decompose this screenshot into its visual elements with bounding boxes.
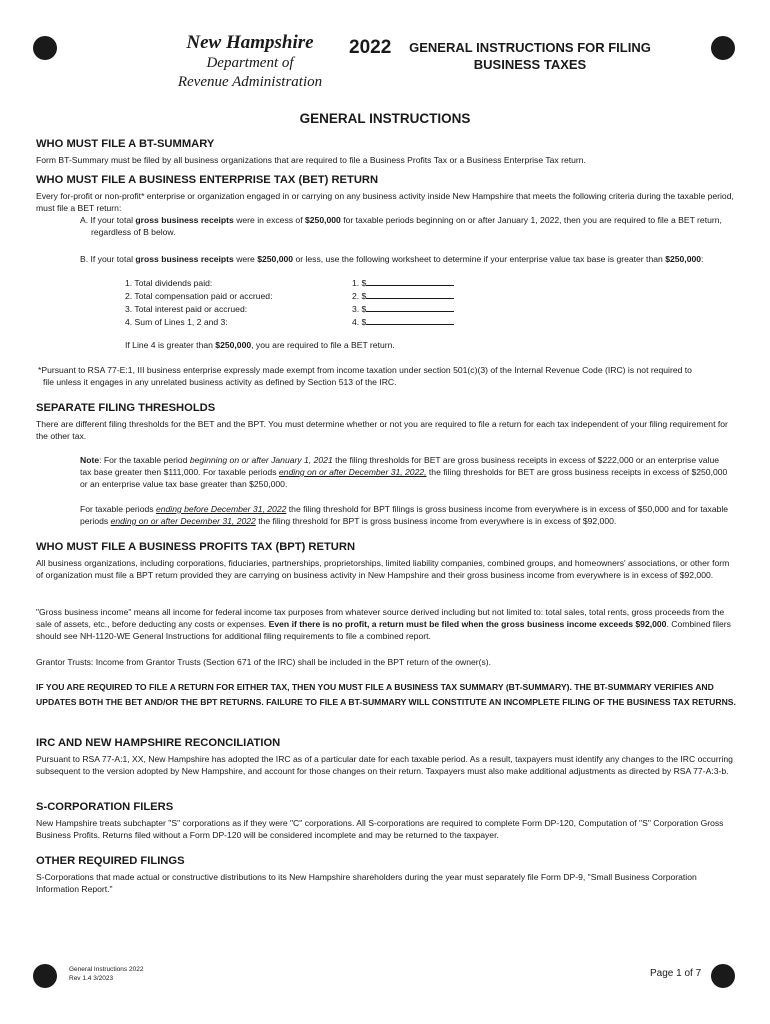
- bpt-text-1: All business organizations, including corporations, fiduciaries, partnerships, proprietorships, limited liability companies, combined groups, and homeowners' associations, or other form of organization must file a BPT return provided they are carrying on business activity in New Hampshire and their gross business income from everywhere is in excess of $92,000.: [36, 558, 730, 580]
- bt-summary-heading: WHO MUST FILE A BT-SUMMARY: [36, 138, 215, 150]
- worksheet-line-2: 2. $: [352, 290, 454, 302]
- worksheet-row-3: 3. Total interest paid or accrued:: [125, 304, 248, 314]
- footer-doc-info: [69, 965, 143, 983]
- footer-revision: Rev 1.4 3/2023: [69, 975, 114, 982]
- bet-footnote: *Pursuant to RSA 77-E:1, III business enterprise expressly made exempt from income taxation under section 501(c)(3) of the Internal Revenue Code (IRC) is not required to file unless it engages in any unrelated business activity as defined by Section 513 of the IRC.: [38, 365, 692, 387]
- bet-criterion-b: B. If your total gross business receipts were $250,000 or less, use the following worksheet to determine if your enterprise value tax base is greater than $250,000:: [80, 254, 704, 264]
- agency-state: New Hampshire: [186, 32, 314, 53]
- document-title-line2: BUSINESS TAXES: [473, 57, 587, 72]
- other-text: S-Corporations that made actual or constructive distributions to its New Hampshire shareholders during the year must separately file Form DP-9, "Small Business Corporation Information Report.": [36, 872, 697, 894]
- footer-doc-name: General Instructions 2022: [69, 966, 144, 973]
- worksheet-blank-2[interactable]: [366, 290, 454, 299]
- scorp-text: New Hampshire treats subchapter "S" corporations as if they were "C" corporations. All S-corporations are required to complete Form DP-120, Computation of "S" Corporation Gross Business Profits. Returns filed without a Form DP-120 will be considered incomplete and may be returned to the taxpayer.: [36, 818, 724, 840]
- tax-year: 2022: [349, 37, 392, 58]
- bpt-grantor-trusts: Grantor Trusts: Income from Grantor Trusts (Section 671 of the IRC) shall be included in the BPT return of the owner(s).: [36, 657, 492, 667]
- worksheet-row-4: 4. Sum of Lines 1, 2 and 3:: [125, 317, 228, 327]
- other-heading: OTHER REQUIRED FILINGS: [36, 855, 185, 867]
- worksheet-blank-1[interactable]: [366, 277, 454, 286]
- thresholds-note: Note: For the taxable period beginning on or after January 1, 2021 the filing thresholds for BET are gross business receipts in excess of $222,000 or an enterprise value tax base greater then $111,000. For taxable periods ending on or after December 31, 2022, the filing thresholds for BET are gross business receipts in excess of $250,000 or an enterprise value tax base greater than $250,000.: [80, 455, 728, 489]
- bpt-heading: WHO MUST FILE A BUSINESS PROFITS TAX (BPT) RETURN: [36, 541, 356, 553]
- bpt-text-2: "Gross business income" means all income for federal income tax purposes from whatever source derived including but not limited to: total sales, total rents, gross proceeds from the sale of assets, etc., before deducting any costs or expenses. Even if there is no profit, a return must be filed when the gross business income exceeds $92,000. Combined filers should see NH-1120-WE General Instructions for additional filing requirements to file a combined report.: [36, 607, 731, 641]
- worksheet-line-1: 1. $: [352, 277, 454, 289]
- corner-dot-bottom-left: [33, 964, 57, 988]
- agency-block: [160, 32, 340, 92]
- bet-criterion-a: A. If your total gross business receipts were in excess of $250,000 for taxable periods beginning on or after January 1, 2022, then you are required to file a BET return, regardless of B below.: [80, 215, 722, 237]
- worksheet-blank-4[interactable]: [366, 316, 454, 325]
- worksheet-row-2: 2. Total compensation paid or accrued:: [125, 291, 273, 301]
- bet-intro: Every for-profit or non-profit* enterprise or organization engaged in or carrying on any business activity inside New Hampshire that meets the following criteria during the taxable period, must file a BET return:: [36, 191, 734, 213]
- page-title: GENERAL INSTRUCTIONS: [299, 111, 471, 126]
- bt-summary-warning: IF YOU ARE REQUIRED TO FILE A RETURN FOR EITHER TAX, THEN YOU MUST FILE A BUSINESS TAX SUMMARY (BT-SUMMARY). THE BT-SUMMARY VERIFIES AND UPDATES BOTH THE BET AND/OR THE BPT RETURNS. FAILURE TO FILE A BT-SUMMARY WILL CONSTITUTE AN INCOMPLETE FILING OF THE BUSINESS TAX RETURNS.: [36, 682, 736, 707]
- worksheet-line-3: 3. $: [352, 303, 454, 315]
- worksheet-row-1: 1. Total dividends paid:: [125, 278, 213, 288]
- document-title: [400, 39, 660, 73]
- corner-dot-bottom-right: [711, 964, 735, 988]
- scorp-heading: S-CORPORATION FILERS: [36, 801, 174, 813]
- document-title-line1: GENERAL INSTRUCTIONS FOR FILING: [409, 40, 651, 55]
- worksheet-blank-3[interactable]: [366, 303, 454, 312]
- worksheet-line-4: 4. $: [352, 316, 454, 328]
- line4-rule: If Line 4 is greater than $250,000, you are required to file a BET return.: [125, 340, 395, 350]
- thresholds-bpt: For taxable periods ending before December 31, 2022 the filing threshold for BPT filings is gross business income from everywhere is in excess of $50,000 and for taxable periods ending on or after December 31, 2022 the filing threshold for BPT is gross business income from everywhere is in excess of $92,000.: [80, 504, 729, 526]
- agency-dept-line1: Department of: [206, 55, 294, 71]
- bet-heading: WHO MUST FILE A BUSINESS ENTERPRISE TAX (BET) RETURN: [36, 174, 379, 186]
- irc-heading: IRC AND NEW HAMPSHIRE RECONCILIATION: [36, 737, 281, 749]
- thresholds-text: There are different filing thresholds for the BET and the BPT. You must determine whether or not you are required to file a return for each tax independent of your filing requirement for the other tax.: [36, 419, 728, 441]
- thresholds-heading: SEPARATE FILING THRESHOLDS: [36, 402, 216, 414]
- irc-text: Pursuant to RSA 77-A:1, XX, New Hampshire has adopted the IRC as of a particular date for each taxable period. As a result, taxpayers must identify any changes to the IRC occurring subsequent to the version adopted by New Hampshire, and account for those changes on their return. Taxpayers must also make additional adjustments as directed by RSA 77-A:3-b.: [36, 754, 733, 776]
- agency-dept-line2: Revenue Administration: [177, 74, 323, 90]
- bt-summary-text: Form BT-Summary must be filed by all business organizations that are required to file a Business Profits Tax or a Business Enterprise Tax return.: [36, 155, 586, 165]
- page-number: Page 1 of 7: [650, 968, 702, 979]
- corner-dot-top-left: [33, 36, 57, 60]
- corner-dot-top-right: [711, 36, 735, 60]
